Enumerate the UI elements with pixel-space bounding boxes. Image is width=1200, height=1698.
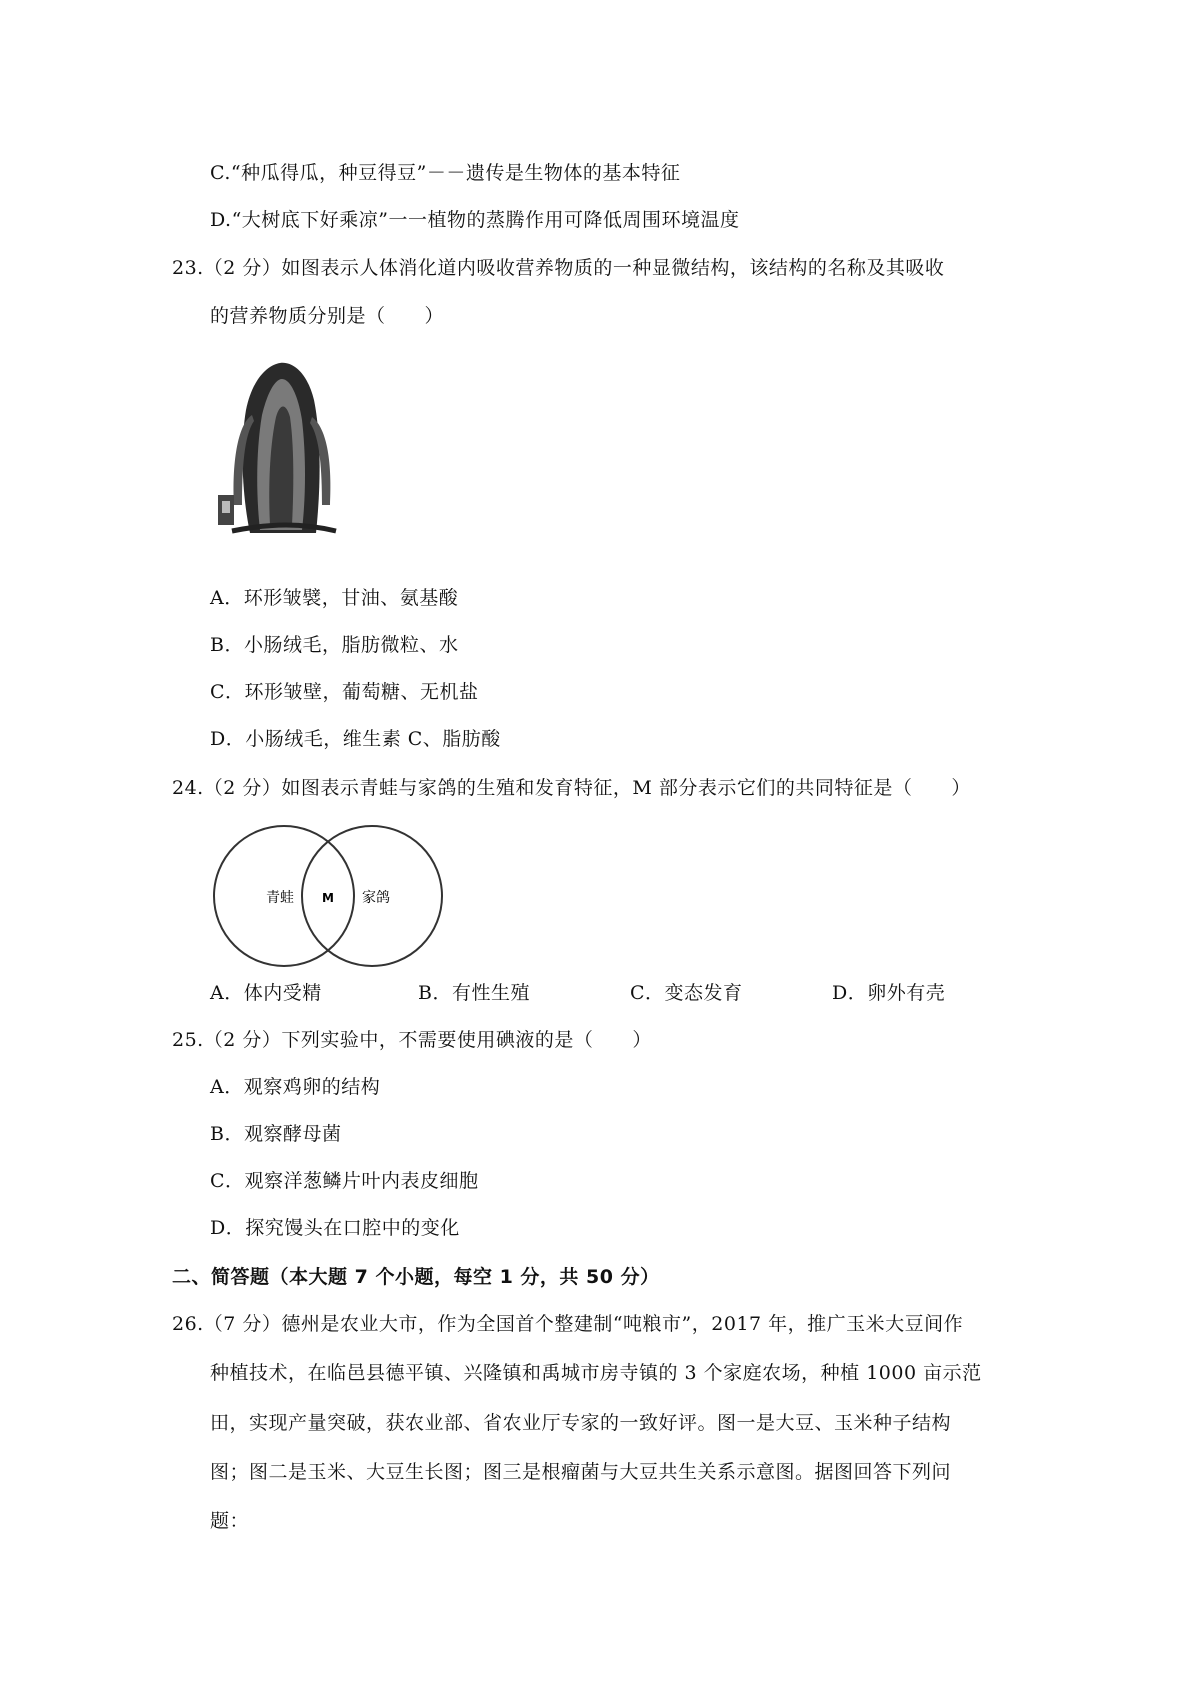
q23-stem-line1: 23.（2 分）如图表示人体消化道内吸收营养物质的一种显微结构，该结构的名称及其吸收 [172, 257, 945, 279]
venn-label-frog: 青蛙 [266, 890, 294, 906]
venn-label-m: M [322, 891, 334, 905]
q25-stem: 25.（2 分）下列实验中，不需要使用碘液的是（ ） [172, 1029, 652, 1051]
villus-micrograph [212, 355, 347, 535]
q25-option-a: A．观察鸡卵的结构 [210, 1076, 381, 1098]
q25-option-d: D．探究馒头在口腔中的变化 [210, 1217, 460, 1239]
q26-line1: 26.（7 分）德州是农业大市，作为全国首个整建制“吨粮市”，2017 年，推广玉米大豆间作 [172, 1313, 964, 1335]
q23-option-b: B．小肠绒毛，脂肪微粒、水 [210, 634, 459, 656]
q26-line2: 种植技术，在临邑县德平镇、兴隆镇和禹城市房寺镇的 3 个家庭农场，种植 1000 亩示范 [210, 1362, 982, 1384]
venn-label-pigeon: 家鸽 [362, 890, 390, 906]
prev-option-c: C.“种瓜得瓜，种豆得豆”－－遗传是生物体的基本特征 [210, 162, 681, 184]
q24-option-c: C．变态发育 [630, 982, 743, 1004]
q26-line4: 图；图二是玉米、大豆生长图；图三是根瘤菌与大豆共生关系示意图。据图回答下列问 [210, 1461, 952, 1483]
q23-stem-line2: 的营养物质分别是（ ） [210, 305, 445, 327]
q24-stem: 24.（2 分）如图表示青蛙与家鸽的生殖和发育特征，M 部分表示它们的共同特征是（ ） [172, 777, 971, 799]
q25-option-b: B．观察酵母菌 [210, 1123, 342, 1145]
venn-diagram [212, 822, 452, 972]
q24-option-a: A．体内受精 [210, 982, 322, 1004]
q23-option-d: D．小肠绒毛，维生素 C、脂肪酸 [210, 728, 501, 750]
q24-option-d: D．卵外有壳 [832, 982, 946, 1004]
q25-option-c: C．观察洋葱鳞片叶内表皮细胞 [210, 1170, 479, 1192]
q23-option-c: C．环形皱壁，葡萄糖、无机盐 [210, 681, 479, 703]
section-title: 二、简答题（本大题 7 个小题，每空 1 分，共 50 分） [172, 1266, 660, 1288]
q24-option-b: B．有性生殖 [418, 982, 530, 1004]
q26-line5: 题： [210, 1510, 250, 1532]
prev-option-d: D.“大树底下好乘凉”一一植物的蒸腾作用可降低周围环境温度 [210, 209, 740, 231]
q23-option-a: A．环形皱襞，甘油、氨基酸 [210, 587, 459, 609]
q26-line3: 田，实现产量突破，获农业部、省农业厅专家的一致好评。图一是大豆、玉米种子结构 [210, 1412, 952, 1434]
